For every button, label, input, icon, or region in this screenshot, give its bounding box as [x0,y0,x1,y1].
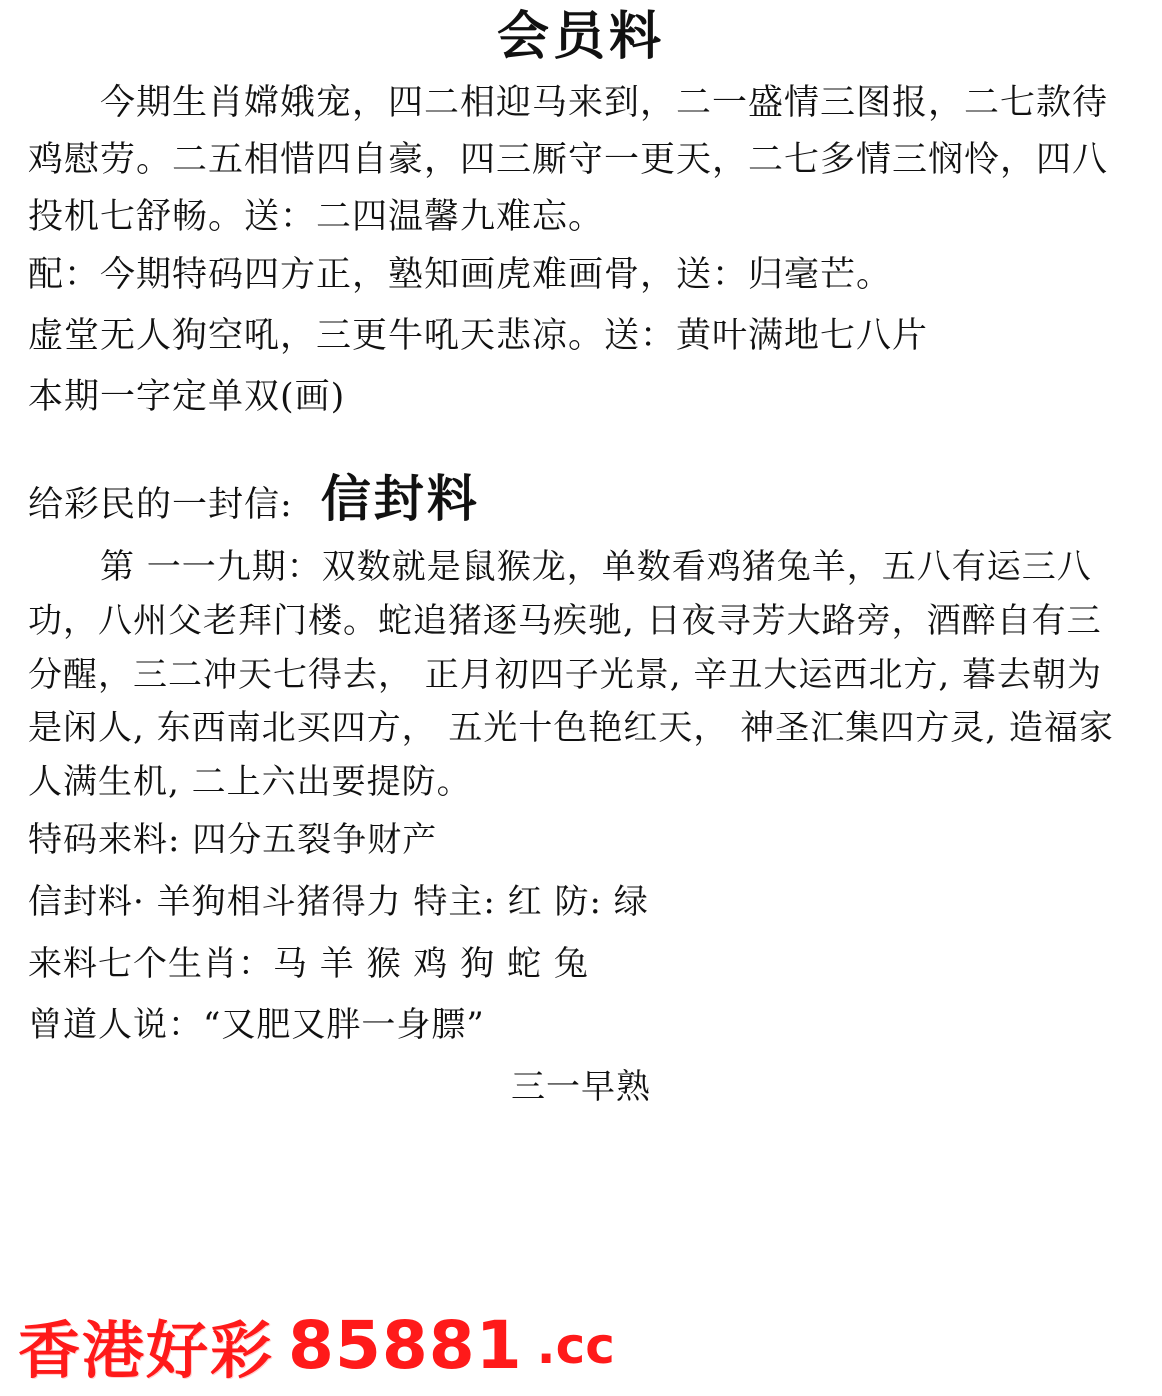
letter-paragraph: 第 一一九期：双数就是鼠猴龙，单数看鸡猪兔羊，五八有运三八功，八州父老拜门楼。蛇追猪逐马疾驰, 日夜寻芳大路旁，酒醉自有三分醒，三二冲天七得去， 正月初四子光景, 辛丑大运西北方, 暮去朝为是闲人, 东西南北买四方， 五光十色艳红天， 神圣汇集四方灵, 造福家人满生机, 二上六出要提防。 [28,547,1114,803]
member-paragraph: 今期生肖嫦娥宠，四二相迎马来到，二一盛情三图报，二七款待鸡慰劳。二五相惜四自豪，四三厮守一更天，二七多情三悯怜，四八投机七舒畅。送：二四温馨九难忘。 [28,83,1109,237]
watermark [18,1301,615,1390]
letter-section-header [28,459,1134,531]
letter-section-title: 信封料 [320,469,480,529]
letter-line-qishengxiao: 来料七个生肖：马 羊 猴 鸡 狗 蛇 兔 [28,943,589,984]
letter-line-xinfengliao: 信封料· 羊狗相斗猪得力 特主: 红 防: 绿 [28,881,649,922]
watermark-number: 85881 [288,1307,523,1384]
watermark-domain: .cc [536,1316,615,1375]
letter-line-zengdaoren: 曾道人说：“又肥又胖一身膘” [28,1005,485,1046]
member-line-benqi: 本期一字定单双(画) [28,376,346,417]
letter-line-temalailiao: 特码来料: 四分五裂争财产 [28,819,438,860]
letter-section [28,541,1134,1117]
member-line-pei: 配：今期特码四方正，塾知画虎难画骨，送：归毫芒。 [28,255,893,296]
letter-line-last: 三一早熟 [511,1067,651,1108]
document-page [0,8,1162,1396]
member-line-xutang: 虚堂无人狗空吼，三更牛吼天悲凉。送：黄叶满地七八片 [28,315,929,356]
watermark-text: 香港好彩 [18,1314,275,1387]
letter-section-label: 给彩民的一封信: [28,485,293,526]
member-section [28,75,1134,425]
page-title: 会员料 [496,6,665,67]
